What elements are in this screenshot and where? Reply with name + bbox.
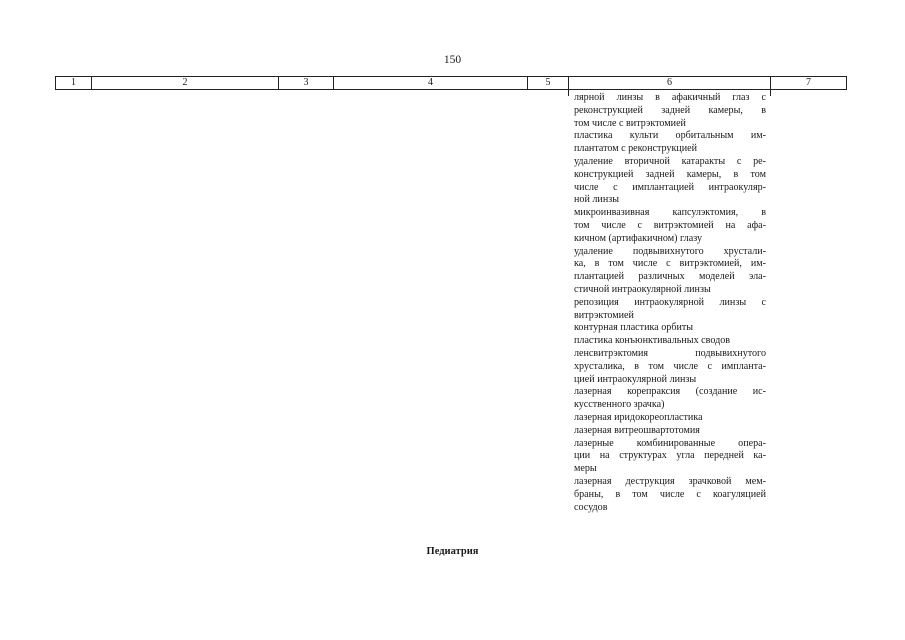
section-title: Педиатрия [426,546,479,557]
column-header-1: 1 [55,77,91,89]
text-line: ной линзы [574,194,619,206]
text-line: конструкцией задней камеры, в том [574,168,766,180]
text-line: сосудов [574,501,608,513]
text-line: ка, в том числе с витрэктомией, им- [574,258,766,270]
text-line: лазерные комбинированные опера- [574,437,766,449]
column-divider-left [568,90,569,96]
text-line: плантатом с реконструкцией [574,143,698,155]
text-line: лазерная витреошвартотомия [574,424,700,436]
text-line: том числе с витрэктомией на афа- [574,219,766,231]
text-line: контурная пластика орбиты [574,322,694,334]
text-line: ции на структурах угла передней ка- [574,450,766,462]
page-number: 150 [443,54,462,66]
text-line: удаление вторичной катаракты с ре- [574,155,766,167]
text-line: лазерная деструкция зрачковой мем- [574,475,766,487]
text-line: стичной интраокулярной линзы [574,283,711,295]
text-line: микроинвазивная капсулэктомия, в [574,207,766,219]
text-line: кичном (артифакичном) глазу [574,232,703,244]
text-line: пластика культи орбитальным им- [574,130,766,142]
text-line: витрэктомией [574,309,634,321]
column-header-3: 3 [278,77,333,89]
text-line: репозиция интраокулярной линзы с [574,296,766,308]
text-line: лазерная корепраксия (создание ис- [574,386,766,398]
text-line: меры [574,463,597,475]
text-line: ленсвитрэктомия подвывихнутого [574,347,766,359]
text-line: числе с имплантацией интраокуляр- [574,181,766,193]
text-line: том числе с витрэктомией [574,117,686,129]
text-line: браны, в том числе с коагуляцией [574,488,766,500]
column-header-2: 2 [91,77,278,89]
table-header-row [55,76,847,90]
column-header-4: 4 [333,77,527,89]
text-line: цией интраокулярной линзы [574,373,697,385]
text-line: лазерная иридокореопластика [574,411,703,423]
column-divider-right [770,90,771,96]
text-line: кусственного зрачка) [574,399,665,411]
column-header-5: 5 [527,77,568,89]
text-line: пластика конъюнктивальных сводов [574,335,731,347]
column-header-6: 6 [568,77,770,89]
text-line: лярной линзы в афакичный глаз с [574,92,766,103]
text-line: удаление подвывихнутого хрустали- [574,245,766,257]
text-line: реконструкцией задней камеры, в [574,104,766,116]
column-header-7: 7 [770,77,847,89]
text-line: плантацией различных моделей эла- [574,271,766,283]
text-line: хрусталика, в том числе с импланта- [574,360,766,372]
column-6-text [574,92,766,514]
